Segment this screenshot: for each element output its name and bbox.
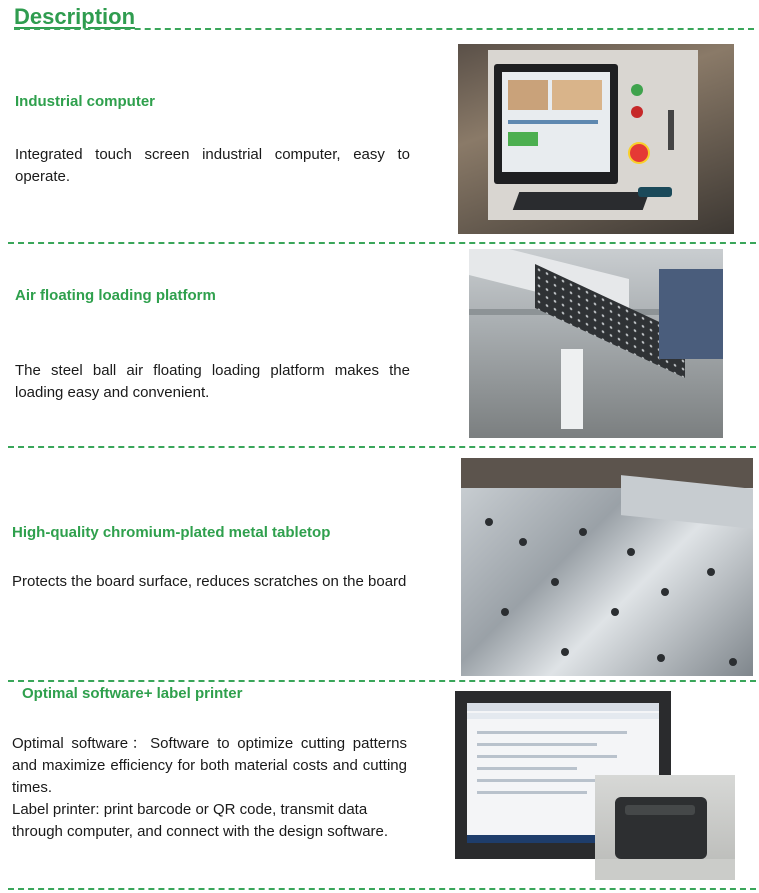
section-heading-air-floating-platform: Air floating loading platform (15, 287, 216, 304)
section-text-metal-tabletop: Protects the board surface, reduces scratches on the board (12, 573, 407, 590)
section-divider-4 (8, 888, 756, 890)
industrial-computer-photo (458, 44, 734, 234)
metal-tabletop-photo (461, 458, 753, 676)
title-divider (14, 28, 754, 30)
section-divider-3 (8, 680, 756, 682)
section-text-industrial-computer: Integrated touch screen industrial computer, easy to operate. (15, 146, 410, 185)
section-text-air-floating-platform: The steel ball air floating loading platform makes the loading easy and convenient. (15, 362, 410, 401)
section-heading-software-printer: Optimal software+ label printer (22, 685, 243, 702)
section-heading-metal-tabletop: High-quality chromium-plated metal tabletop (12, 524, 331, 541)
section-divider-2 (8, 446, 756, 448)
label-printer-photo (595, 775, 735, 880)
section-divider-1 (8, 242, 756, 244)
page-title: Description (14, 4, 136, 29)
section-heading-industrial-computer: Industrial computer (15, 93, 156, 110)
section-text-label-printer: Label printer: print barcode or QR code, transmit data through computer, and connect with the design software. (12, 801, 389, 840)
section-text-optimal-software: Optimal software：Software to optimize cutting patterns and maximize efficiency for both material costs and cutting times. (12, 735, 407, 796)
air-floating-platform-photo (469, 249, 723, 438)
